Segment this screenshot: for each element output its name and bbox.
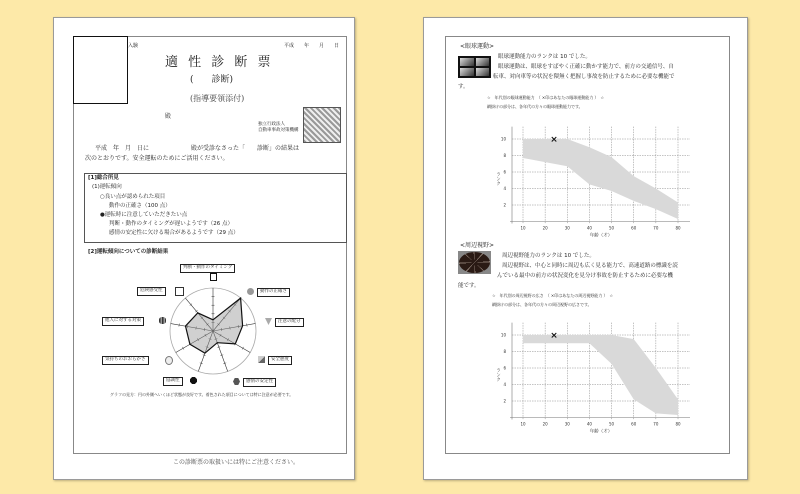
user-marker: × <box>550 331 558 341</box>
x-tick-label: 80 <box>675 421 681 427</box>
radar-chart <box>170 288 256 374</box>
y-tick-label: 2 <box>503 398 506 404</box>
x-tick-label: 30 <box>564 225 570 231</box>
peripheral-chart-title: ☆ 年代別の周辺視野の広さ （ ×印はあなたの周辺視野能力 ） ☆ <box>492 293 614 298</box>
intro-line2: 次のとおりです。安全運転のためにご活用ください。 <box>85 155 229 162</box>
issuer-line1: 独立行政法人 <box>258 122 285 127</box>
x-tick-label: 20 <box>542 225 548 231</box>
summary-heading: [1]総合所見 <box>88 175 119 181</box>
x-tick-label: 80 <box>675 225 681 231</box>
peripheral-rank: 周辺視野能力のランクは 10 でした。 <box>502 253 595 259</box>
x-tick-label: 30 <box>564 421 570 427</box>
caution-item: 判断・動作のタイミングが遅いようです（26 点） <box>109 221 234 227</box>
radar-note: グラフの見方：円の外側へいくほど状態が良好です。着色された項目については特に注意が必要です。 <box>110 392 294 397</box>
radar-tick <box>247 324 248 327</box>
y-tick-label: 10 <box>500 136 506 142</box>
y-tick-label: 4 <box>503 382 506 387</box>
section2-heading: [2]運転傾向についての診断結果 <box>88 249 169 255</box>
x-tick-label: 40 <box>586 225 592 231</box>
y-tick-label: 4 <box>503 186 506 191</box>
peripheral-vision-chart <box>496 323 691 435</box>
x-axis-label: 年齢（才） <box>589 233 613 239</box>
radar-label-safety-attitude: 安全態度 <box>268 356 292 365</box>
y-tick-label: 2 <box>503 202 506 208</box>
eye-movement-desc: 眼球運動は、眼球をすばやく正確に動かす能力で、前方の交通信号、自 <box>498 64 674 70</box>
caution-heading: ●運転時に注意していただきたい点 <box>100 212 188 218</box>
addressee-suffix: 殿 <box>165 113 172 120</box>
eye-movement-chart <box>496 127 691 239</box>
eye-movement-desc: す。 <box>458 84 469 90</box>
radar-label-risk-sensitivity: 危険感受性 <box>137 287 166 296</box>
issuer-line2: 自動車事故対策機構 <box>258 128 299 133</box>
y-tick-label: 8 <box>503 153 506 158</box>
good-item: 動作の正確さ（100 点） <box>109 203 171 209</box>
y-tick-label: 6 <box>503 169 506 175</box>
caution-item: 感情の安定性に欠ける場合があるようです（29 点） <box>109 230 239 236</box>
x-tick-label: 50 <box>609 225 615 231</box>
x-tick-label: 60 <box>631 225 637 231</box>
age-range-band <box>523 335 678 415</box>
date: 平成 年 月 日 <box>284 43 340 49</box>
eye-chart-title: ☆ 年代別の眼球運動能力 （ ×印はあなたの眼球運動能力 ） ☆ <box>487 95 605 100</box>
peripheral-desc: 周辺視野は、中心と同時に周辺も広く見る能力で、高速道路の標識を読 <box>502 263 678 269</box>
y-axis-label: ランク <box>495 172 501 186</box>
intro-line1: 平成 年 月 日に 殿が受診なさった「 診断」の結果は <box>95 145 300 152</box>
x-tick-label: 20 <box>542 421 548 427</box>
subtitle: ( 診断) <box>190 75 234 85</box>
y-axis-label: ランク <box>495 368 501 382</box>
peripheral-desc: んでいる最中の前方の状況変化を見分け事故を防止するために必要な機 <box>497 273 674 279</box>
radar-label-others: 他人に対する対策 <box>102 317 144 326</box>
y-tick-label: 8 <box>503 349 506 354</box>
page-title: 適 性 診 断 票 <box>165 55 274 70</box>
x-tick-label: 50 <box>609 421 615 427</box>
x-tick-label: 70 <box>653 225 659 231</box>
x-axis-label: 年齢（才） <box>589 429 613 435</box>
peripheral-heading: <周辺視野> <box>460 242 495 249</box>
footer-notice: この診断票の取扱いには特にご注意ください。 <box>173 459 300 466</box>
radar-label-accuracy: 動作の正確さ <box>257 288 290 297</box>
eye-chart-note: 網掛けの部分は、各年代の方々の眼球運動能力です。 <box>487 104 583 109</box>
eye-movement-rank: 眼球運動能力のランクは 10 でした。 <box>498 54 591 60</box>
summary-sub: (1)運転傾向 <box>92 184 122 190</box>
radar-label-timing: 判断・動作のタイミング <box>180 264 235 273</box>
x-tick-label: 10 <box>520 421 526 427</box>
x-tick-label: 60 <box>631 421 637 427</box>
radar-label-cooperation: 協調性 <box>163 377 183 386</box>
radar-tick <box>179 324 180 327</box>
eye-movement-desc: 転車、対向車等の状況を隈無く把握し事故を防止するために必要な機能で <box>493 74 675 80</box>
radar-label-attention: 注意の配分 <box>275 318 304 327</box>
peripheral-chart-note: 網掛けの部分は、各年代の方々の周辺視野の広さです。 <box>492 302 592 307</box>
radar-label-composure: 気持ちのおおらかさ <box>102 356 149 365</box>
stamp-label: 入験 <box>128 43 139 49</box>
user-marker: × <box>550 135 558 145</box>
good-heading: ○良い点が認められた項目 <box>100 194 166 200</box>
x-tick-label: 10 <box>520 225 526 231</box>
x-tick-label: 70 <box>653 421 659 427</box>
age-range-band <box>523 139 678 219</box>
y-tick-label: 10 <box>500 332 506 338</box>
subtitle-guidance: (指導要領添付) <box>190 94 245 103</box>
radar-label-emotional-stability: 感情の安定性 <box>243 378 276 387</box>
y-tick-label: 6 <box>503 365 506 371</box>
peripheral-desc: 能です。 <box>458 283 480 289</box>
x-tick-label: 40 <box>586 421 592 427</box>
eye-movement-heading: <眼球運動> <box>460 43 495 50</box>
radar-score-polygon <box>186 298 243 353</box>
